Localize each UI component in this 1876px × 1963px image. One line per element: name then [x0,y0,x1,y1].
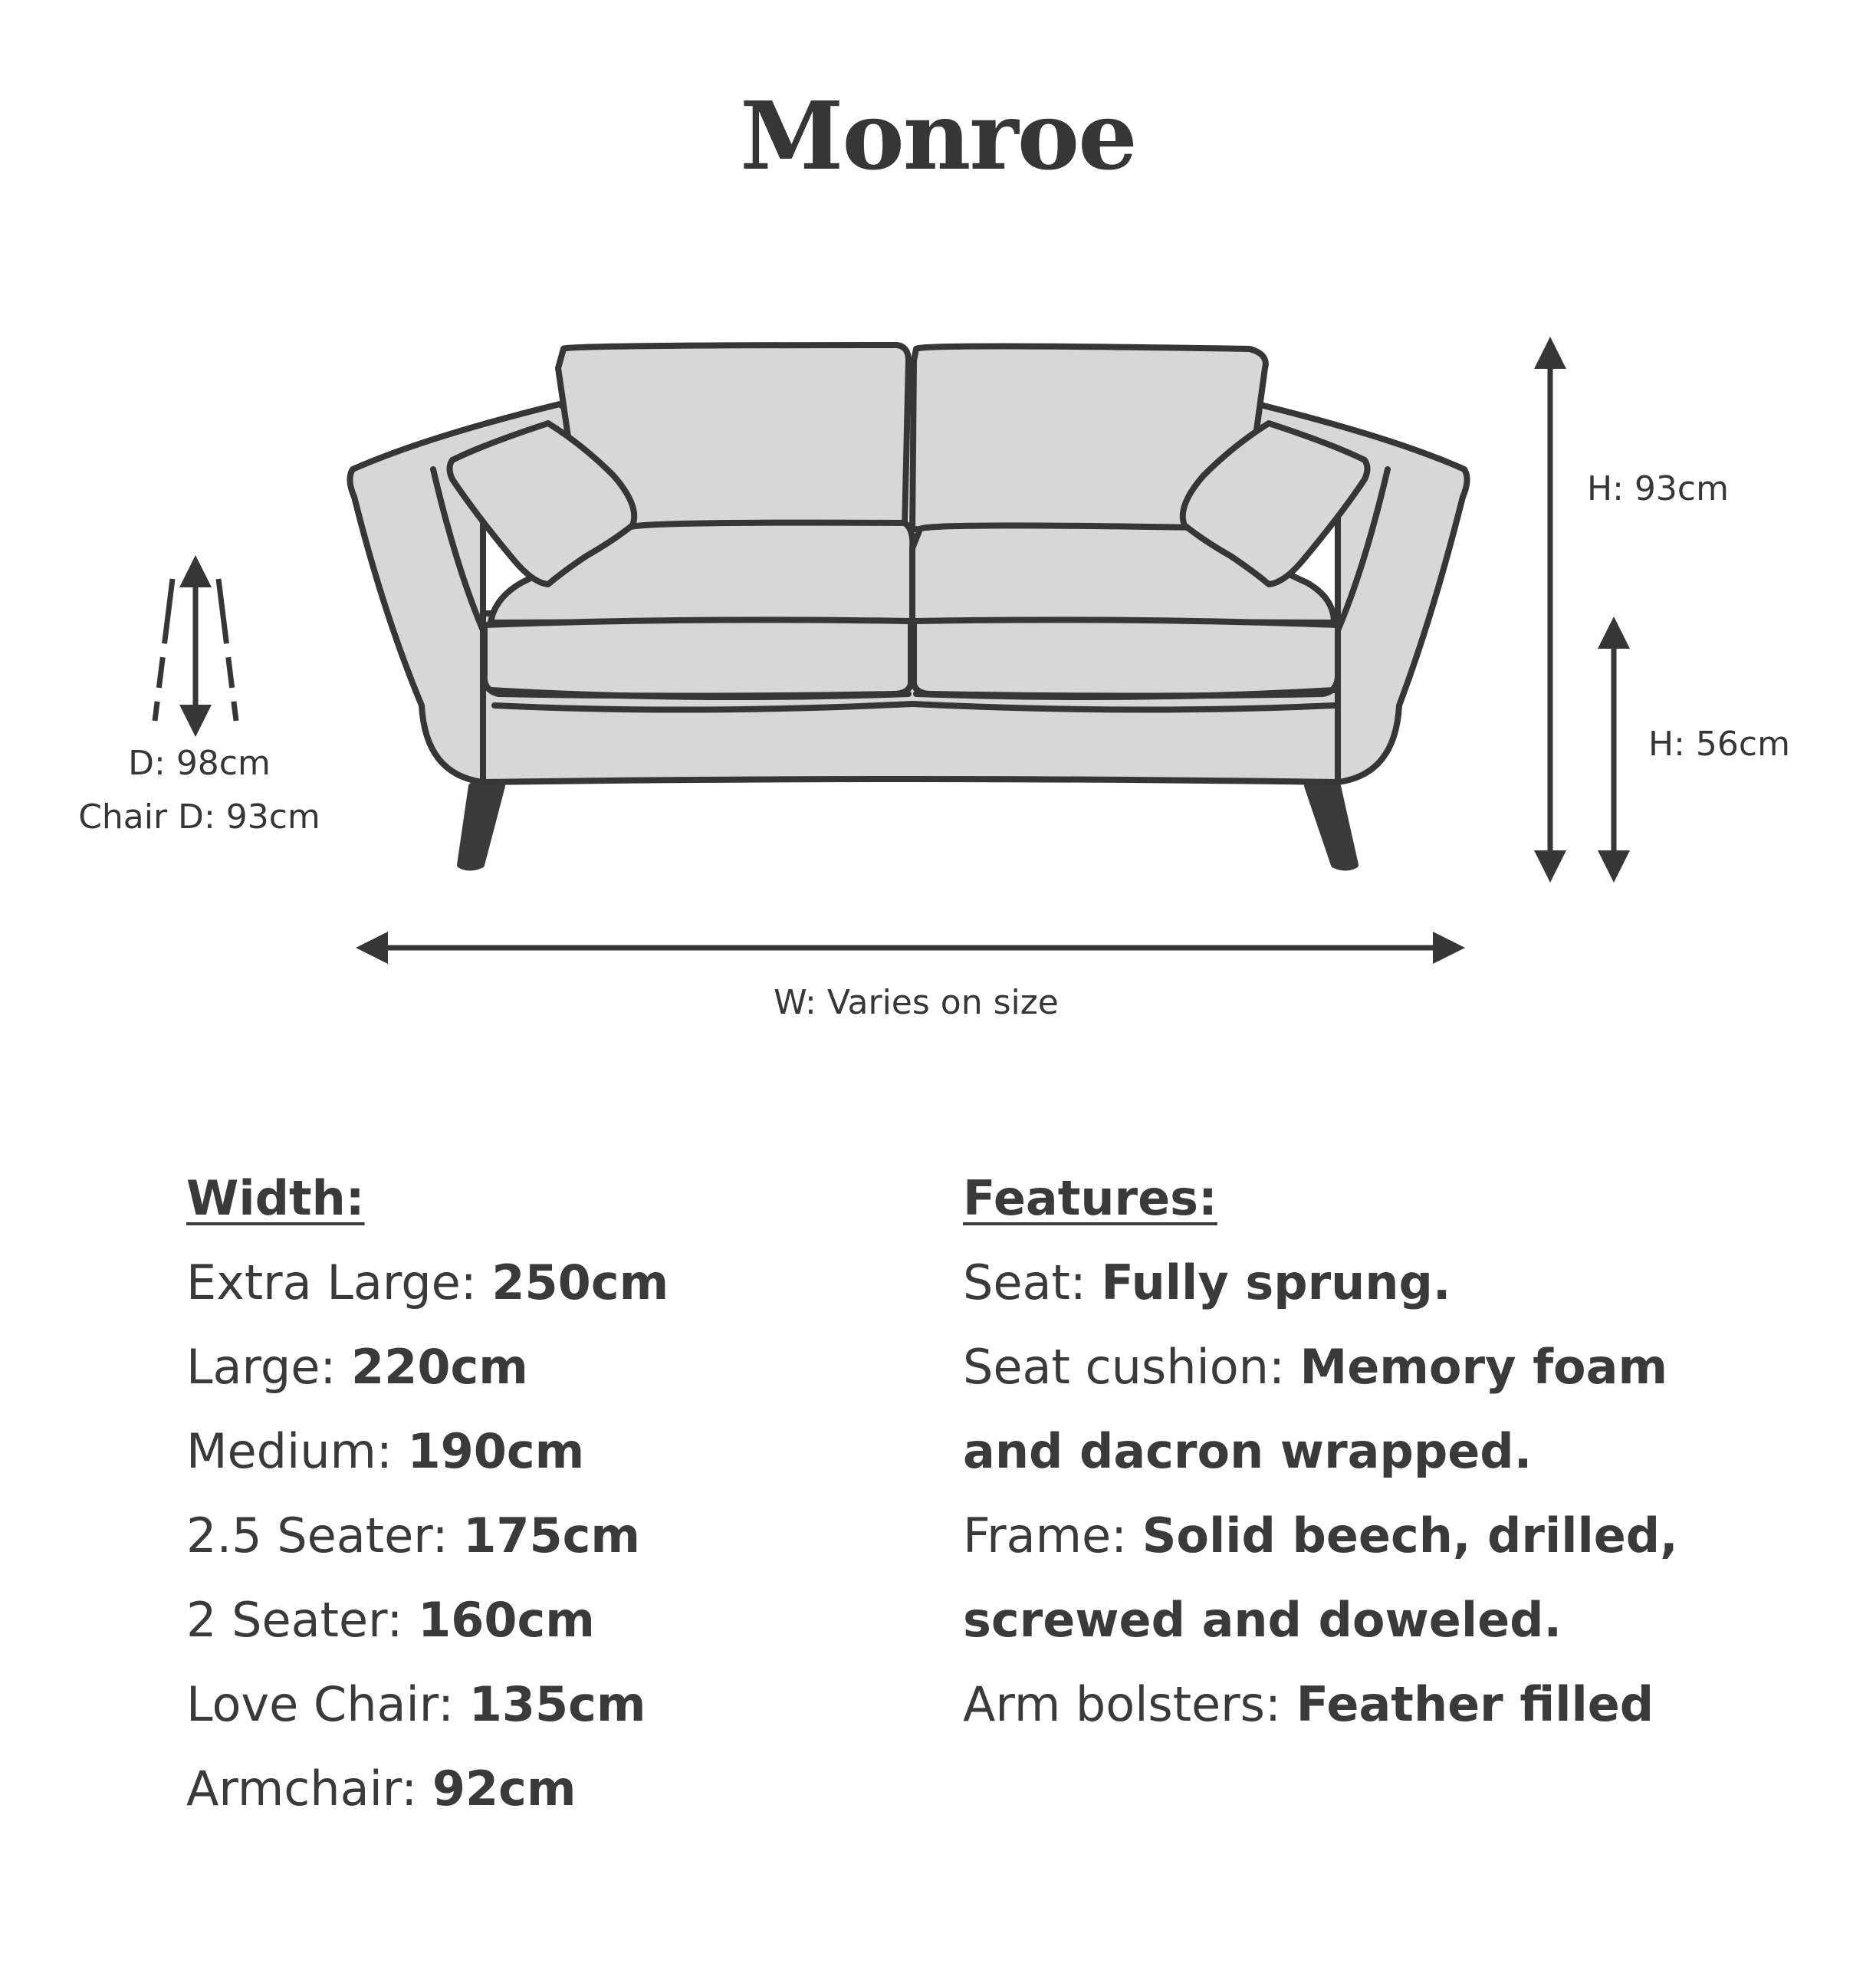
feature-cushion-value-cont: and dacron wrapped. [963,1423,1533,1479]
width-row [186,1325,876,1409]
width-row [186,1662,876,1747]
width-row-label: Armchair: [186,1761,432,1817]
width-row-value: 250cm [491,1254,669,1310]
right-leg [1307,786,1355,868]
feature-seat-value: Fully sprung. [1101,1254,1451,1310]
width-label: W: Varies on size [774,983,1059,1022]
width-row-label: 2.5 Seater: [186,1508,464,1563]
width-row [186,1241,876,1325]
width-heading: Width: [186,1170,365,1226]
seat-cushion-front-left [485,620,911,695]
width-row-value: 135cm [468,1676,646,1732]
feature-bolsters-value: Feather filled [1296,1676,1654,1732]
feature-seat-label: Seat: [963,1254,1102,1310]
feature-frame-value: Solid beech, drilled, [1142,1508,1678,1563]
width-section [186,1156,876,1831]
feature-frame-cont [963,1578,1845,1662]
total-height-label: H: 93cm [1587,469,1729,508]
width-row-value: 160cm [418,1592,595,1648]
feature-bolsters-label: Arm bolsters: [963,1676,1296,1732]
width-row-value: 92cm [432,1761,577,1817]
sofa-illustration [350,345,1467,868]
features-heading: Features: [963,1170,1217,1226]
seat-height-label: H: 56cm [1648,725,1790,764]
feature-cushion [963,1325,1845,1409]
width-row-label: Extra Large: [186,1254,492,1310]
width-row-label: 2 Seater: [186,1592,419,1648]
feature-cushion-value: Memory foam [1299,1339,1668,1395]
width-row [186,1409,876,1494]
width-row-value: 190cm [407,1423,585,1479]
width-row-value: 220cm [351,1339,528,1395]
depth-guide-right [218,579,236,721]
width-row-label: Medium: [186,1423,408,1479]
width-row-label: Love Chair: [186,1676,469,1732]
depth-guide-left [155,579,172,721]
page-title: Monroe [740,81,1136,191]
features-section [963,1156,1845,1747]
feature-frame-label: Frame: [963,1508,1142,1563]
width-row [186,1578,876,1662]
feature-bolsters [963,1662,1845,1747]
width-row-value: 175cm [463,1508,641,1563]
feature-cushion-cont [963,1409,1845,1494]
width-row-label: Large: [186,1339,352,1395]
feature-frame-value-cont: screwed and doweled. [963,1592,1562,1648]
width-row [186,1747,876,1831]
feature-cushion-label: Seat cushion: [963,1339,1300,1395]
width-row [186,1494,876,1578]
left-leg [460,786,502,868]
feature-seat [963,1241,1845,1325]
feature-frame [963,1494,1845,1578]
seat-cushion-front-right [914,620,1338,695]
depth-label: D: 98cm [128,744,271,783]
chair-depth-label: Chair D: 93cm [78,797,320,837]
